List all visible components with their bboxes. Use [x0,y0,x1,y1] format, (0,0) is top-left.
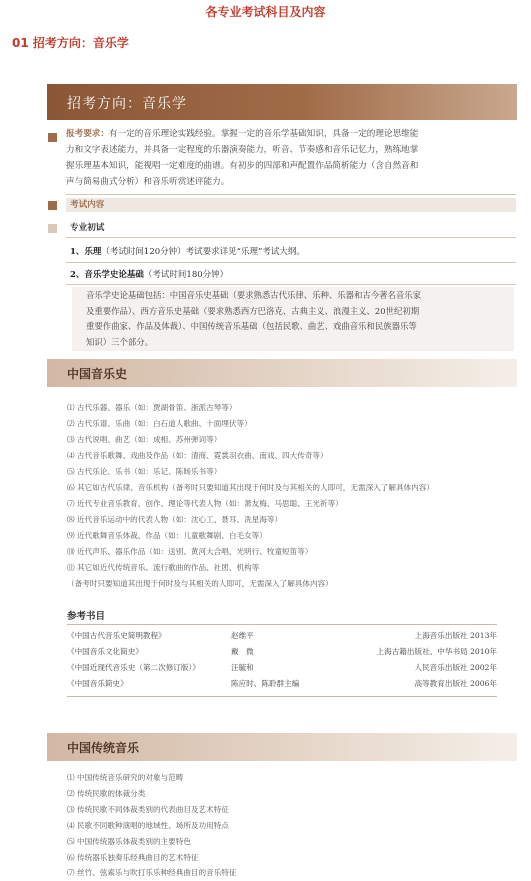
prelim-label: 专业初试 [70,223,105,233]
list-item: ⑸ 古代乐论、乐书（如：乐记、陈旸乐书等） [67,467,222,476]
divider [67,624,497,625]
list-item: ⑶ 古代说唱、曲艺（如：成相、苏州弹词等） [67,435,222,444]
list-item: ⑽ 近代声乐、器乐作品（如：送别、黄河大合唱、光明行、牧童短笛等） [67,547,313,556]
reference-book: 《中国音乐文化简史》 [67,647,143,656]
list-item: ⑴ 中国传统音乐研究的对象与范畴 [67,773,184,782]
traditional-music-header [47,733,517,761]
requirements-block [66,126,522,190]
traditional-music-title: 中国传统音乐 [67,741,140,755]
list-item: ⑺ 近代专业音乐教育、创作、理论等代表人物（如：萧友梅、马思聪、王光祈等） [67,499,343,508]
requirements-label: 报考要求： [66,129,109,139]
list-item: ⑾ 其它如近代传统音乐、流行歌曲的作品、社团、机构等 [67,563,260,572]
references-title: 参考书目 [67,611,106,622]
requirement-square-icon [48,133,57,142]
reference-publisher: 人民音乐出版社 2002年 [414,663,497,672]
reference-publisher: 上海音乐出版社 2013年 [414,631,497,640]
chinese-music-history-header [47,359,517,387]
list-item: ⑵ 传统民歌的体裁分类 [67,789,146,798]
exam-item-title: 2、音乐学史论基础 [70,270,144,280]
reference-publisher: 上海古籍出版社、中华书局 2010年 [376,647,497,656]
list-item: ⑵ 古代乐谱、乐曲（如：白石道人歌曲、十面埋伏等） [67,419,252,428]
list-item: ⑺ 丝竹、弦索乐与吹打乐乐种经典曲目的音乐特征 [67,868,237,877]
list-item: ⑻ 近代音乐运动中的代表人物（如：沈心工、聂耳、冼星海等） [67,515,283,524]
divider [66,284,516,285]
reference-author: 赵维平 [231,631,254,640]
requirements-line: 握乐理基本知识，能视唱一定难度的曲谱。有初步的四部和声配置作品简析能力（含自然音和 [66,161,419,171]
divider [66,237,516,238]
chinese-music-history-title: 中国音乐史 [67,367,128,381]
reference-publisher: 高等教育出版社 2006年 [414,679,497,688]
prelim-square-icon [48,224,57,233]
reference-book: 《中国近现代音乐史（第二次修订版）》 [67,663,200,672]
exam-item [70,268,228,280]
banner-title: 招考方向：音乐学 [67,96,187,112]
list-item: ⑴ 古代乐器、器乐（如：贾湖骨笛、浙派古琴等） [67,403,237,412]
list-item: ⑸ 中国传统器乐体裁类别的主要特色 [67,837,191,846]
divider [66,194,516,195]
list-item: ⑹ 传统器乐独奏乐经典曲目的艺术特征 [67,853,199,862]
exam-item-detail: （考试时间120分钟）考试要求详见“乐理”考试大纲。 [101,247,305,257]
list-item: ⑹ 其它如古代乐律、音乐机构（备考时只要知道其出现于何时及与其相关的人即可，无需深入了解具体内容） [67,483,434,492]
reference-row [67,646,497,659]
history-basics-line: 重要作曲家、作品及体裁）、中国传统音乐基础（包括民歌、曲艺、戏曲音乐和民族器乐等 [86,321,417,331]
exam-content-square-icon [48,201,57,210]
reference-author: 陈应时、陈聆群主编 [231,679,300,688]
section-heading: 01 招考方向：音乐学 [12,36,129,50]
list-item: ⑼ 近代歌舞音乐体裁、作品（如：儿童歌舞剧、白毛女等） [67,531,267,540]
exam-content-row [66,198,516,212]
banner [47,84,517,120]
exam-item [70,245,305,257]
requirements-line: 声与简易曲式分析）和音乐听赏述评能力。 [66,177,230,187]
divider [67,696,497,697]
history-basics-line: 知识）三个部分。 [86,336,153,347]
reference-row [67,678,497,691]
exam-item-title: 1、乐理 [70,247,102,257]
list-item: ⑷ 民歌不同歌种演唱的地域性、场所及功用特点 [67,821,229,830]
reference-row [67,662,497,675]
list-item: ⑷ 古代音乐歌舞、戏曲及作品（如：清商、霓裳羽衣曲、南戏、四大传奇等） [67,451,328,460]
history-basics-line: 音乐学史论基础包括：中国音乐史基础（要求熟悉古代乐律、乐种、乐器和古今著名音乐家 [86,290,421,300]
reference-author: 汪毓和 [231,663,254,672]
exam-item-detail: （考试时间180分钟） [143,270,229,280]
list-item: ⑶ 传统民歌不同体裁类别的代表曲目及艺术特征 [67,805,229,814]
requirements-line: 力和文字表述能力，并具备一定程度的乐器演奏能力，听音、节奏感和音乐记忆力，熟练地掌 [66,145,419,155]
reference-book: 《中国古代音乐史简明教程》 [67,631,166,640]
divider [66,262,516,263]
history-basics-line: 及重要作品）、西方音乐史基础（要求熟悉西方巴洛克、古典主义、浪漫主义、20世纪初期 [86,305,420,316]
history-basics-text [86,288,516,350]
exam-content-label: 考试内容 [70,200,105,210]
reference-row [67,630,497,643]
requirements-line: 有一定的音乐理论实践经验。掌握一定的音乐学基础知识，具备一定的理论思维能 [108,129,419,139]
list-item: （备考时只要知道其出现于何时及与其相关的人即可，无需深入了解具体内容） [67,579,333,588]
reference-book: 《中国音乐简史》 [67,679,128,688]
page-title: 各专业考试科目及内容 [205,5,326,19]
reference-author: 戴 微 [231,647,254,656]
